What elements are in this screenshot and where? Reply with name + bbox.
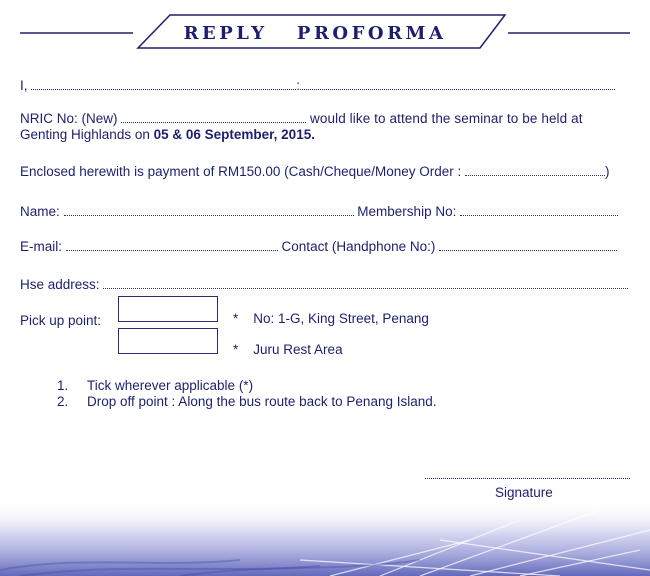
signature-label: Signature bbox=[495, 485, 553, 500]
seminar-date: 05 & 06 September, 2015 bbox=[153, 127, 312, 142]
name-fill-line[interactable] bbox=[31, 79, 296, 90]
page-title: REPLY PROFORMA bbox=[183, 22, 447, 44]
i-row: I, : bbox=[20, 78, 615, 93]
payment-row: Enclosed herewith is payment of RM150.00 (Cash/Cheque/Money Order : ) bbox=[20, 164, 610, 179]
name-label: Name: bbox=[20, 204, 60, 219]
notes-list bbox=[57, 378, 437, 410]
contact-field[interactable] bbox=[439, 240, 617, 251]
address-row bbox=[20, 277, 628, 292]
address-label: Hse address: bbox=[20, 277, 100, 292]
seminar-prefix: Genting Highlands on bbox=[20, 127, 150, 142]
membership-label: Membership No: bbox=[357, 204, 457, 219]
pickup-option-2: * Juru Rest Area bbox=[233, 342, 343, 357]
nric-tail-text: would like to attend the seminar to be held at bbox=[310, 111, 583, 126]
name-membership-row bbox=[20, 204, 618, 219]
name-field[interactable] bbox=[64, 205, 354, 216]
footer-decoration bbox=[0, 500, 650, 576]
pickup-juru-checkbox[interactable] bbox=[118, 328, 218, 354]
payment-text: Enclosed herewith is payment of RM150.00 (Cash/Cheque/Money Order : bbox=[20, 164, 462, 179]
name-fill-line-2[interactable] bbox=[300, 79, 615, 90]
contact-label: Contact (Handphone No:) bbox=[281, 239, 436, 254]
email-label: E-mail: bbox=[20, 239, 63, 254]
pickup-option-2-label: Juru Rest Area bbox=[253, 342, 343, 357]
nric-label: NRIC No: (New) bbox=[20, 111, 118, 126]
signature-field[interactable] bbox=[425, 470, 630, 479]
pickup-option-1: * No: 1-G, King Street, Penang bbox=[233, 311, 429, 326]
pickup-king-street-checkbox[interactable] bbox=[118, 296, 218, 322]
seminar-row: Genting Highlands on 05 & 06 September, 2015. bbox=[20, 127, 315, 142]
i-label: I, bbox=[20, 78, 28, 93]
pickup-option-1-label: No: 1-G, King Street, Penang bbox=[253, 311, 429, 326]
nric-row bbox=[20, 111, 583, 126]
pickup-label: Pick up point: bbox=[20, 313, 102, 328]
membership-field[interactable] bbox=[460, 205, 618, 216]
address-field[interactable] bbox=[103, 278, 628, 289]
payment-method-fill-line[interactable] bbox=[465, 165, 605, 176]
email-field[interactable] bbox=[66, 240, 278, 251]
email-contact-row bbox=[20, 239, 617, 254]
nric-fill-line[interactable] bbox=[121, 112, 306, 123]
note-item: 1. Tick wherever applicable (*) bbox=[57, 378, 254, 393]
note-item: 2. Drop off point : Along the bus route back to Penang Island. bbox=[57, 394, 437, 409]
